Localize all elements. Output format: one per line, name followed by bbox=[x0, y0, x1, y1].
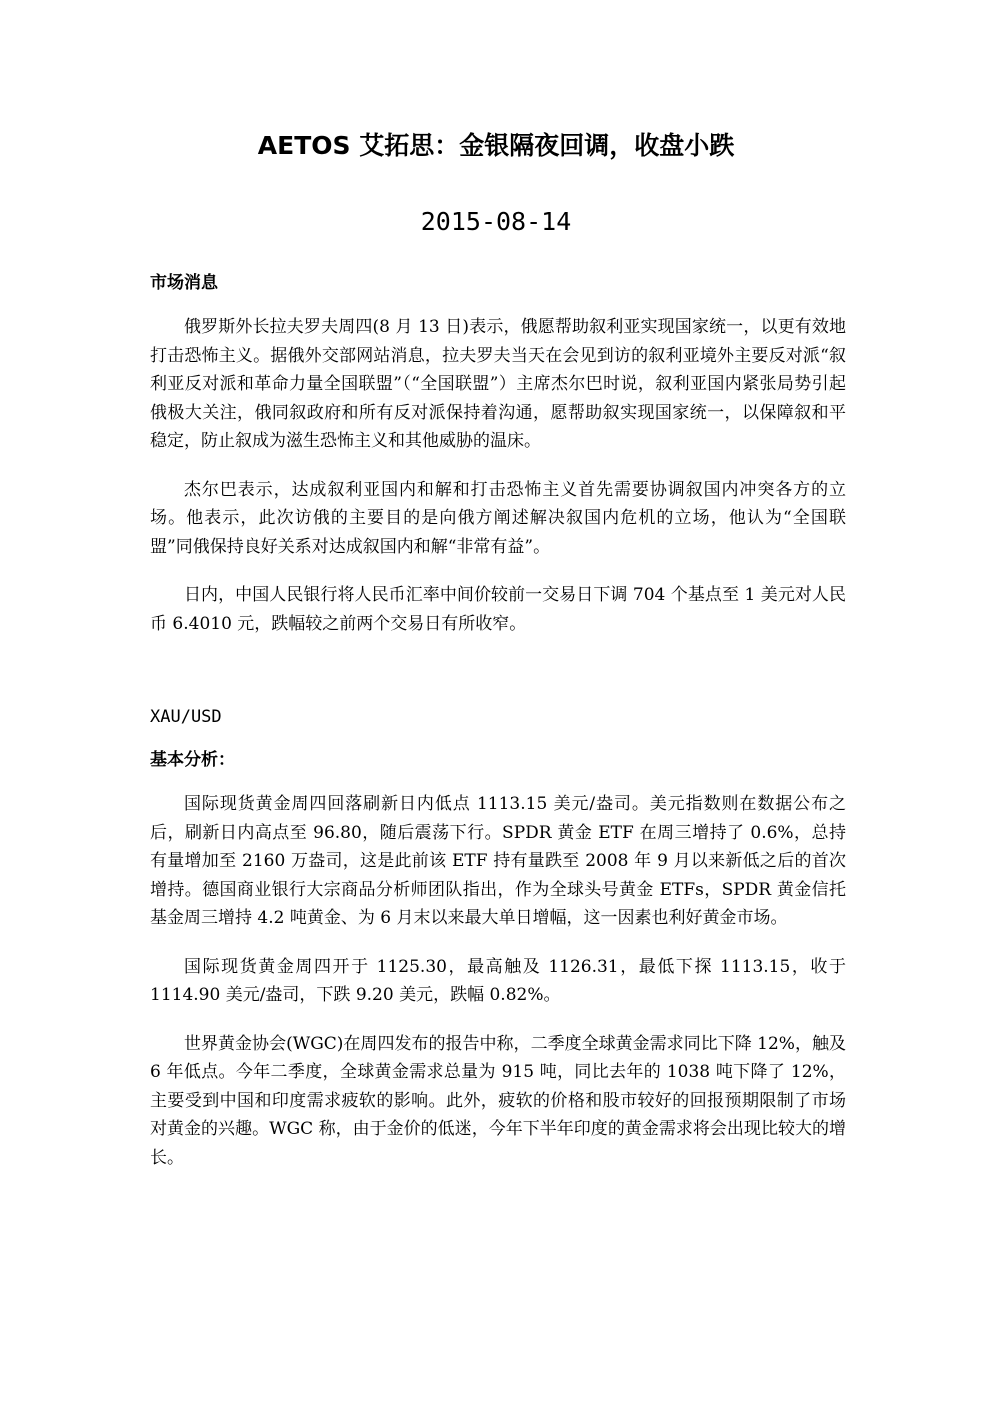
analysis-paragraph-3: 世界黄金协会(WGC)在周四发布的报告中称，二季度全球黄金需求同比下降 12%，触及 6 年低点。今年二季度，全球黄金需求总量为 915 吨，同比去年的 1038 吨下降了 12%，主要受到中国和印度需求疲软的影响。此外，疲软的价格和股市较好的回报预期限制了市场对黄金的兴趣。WGC 称，由于金价的低迷，今年下半年印度的黄金需求将会出现比较大的增长。 bbox=[150, 1033, 846, 1168]
analysis-paragraph-1: 国际现货黄金周四回落刷新日内低点 1113.15 美元/盎司。美元指数则在数据公布之后，刷新日内高点至 96.80，随后震荡下行。SPDR 黄金 ETF 在周三增持了 0.6%，总持有量增加至 2160 万盎司，这是此前该 ETF 持有量跌至 2008 年 9 月以来新低之后的首次增持。德国商业银行大宗商品分析师团队指出，作为全球头号黄金 ETFs，SPDR 黄金信托基金周三增持 4.2 吨黄金、为 6 月末以来最大单日增幅，这一因素也利好黄金市场。 bbox=[150, 794, 846, 928]
document-body bbox=[150, 270, 846, 1172]
section-heading-fundamental-analysis: 基本分析： bbox=[150, 750, 235, 770]
symbol-heading: XAU/USD bbox=[150, 707, 222, 727]
document-title: AETOS 艾拓思：金银隔夜回调，收盘小跌 bbox=[257, 131, 735, 160]
market-news-paragraph-2: 杰尔巴表示，达成叙利亚国内和解和打击恐怖主义首先需要协调叙国内冲突各方的立场。他表示，此次访俄的主要目的是向俄方阐述解决叙国内危机的立场，他认为“全国联盟”同俄保持良好关系对达成叙国内和解“非常有益”。 bbox=[150, 479, 846, 557]
market-news-paragraph-1: 俄罗斯外长拉夫罗夫周四(8 月 13 日)表示，俄愿帮助叙利亚实现国家统一，以更有效地打击恐怖主义。据俄外交部网站消息，拉夫罗夫当天在会见到访的叙利亚境外主要反对派“叙利亚反对派和革命力量全国联盟”（“全国联盟”）主席杰尔巴时说，叙利亚国内紧张局势引起俄极大关注，俄同叙政府和所有反对派保持着沟通，愿帮助叙实现国家统一，以保障叙和平稳定，防止叙成为滋生恐怖主义和其他威胁的温床。 bbox=[150, 317, 846, 451]
analysis-paragraph-2: 国际现货黄金周四开于 1125.30，最高触及 1126.31，最低下探 1113.15，收于 1114.90 美元/盎司，下跌 9.20 美元，跌幅 0.82%。 bbox=[150, 956, 846, 1005]
market-news-paragraph-3: 日内，中国人民银行将人民币汇率中间价较前一交易日下调 704 个基点至 1 美元对人民币 6.4010 元，跌幅较之前两个交易日有所收窄。 bbox=[150, 585, 846, 634]
document-date: 2015-08-14 bbox=[420, 207, 572, 236]
section-heading-market-news: 市场消息 bbox=[150, 273, 218, 293]
